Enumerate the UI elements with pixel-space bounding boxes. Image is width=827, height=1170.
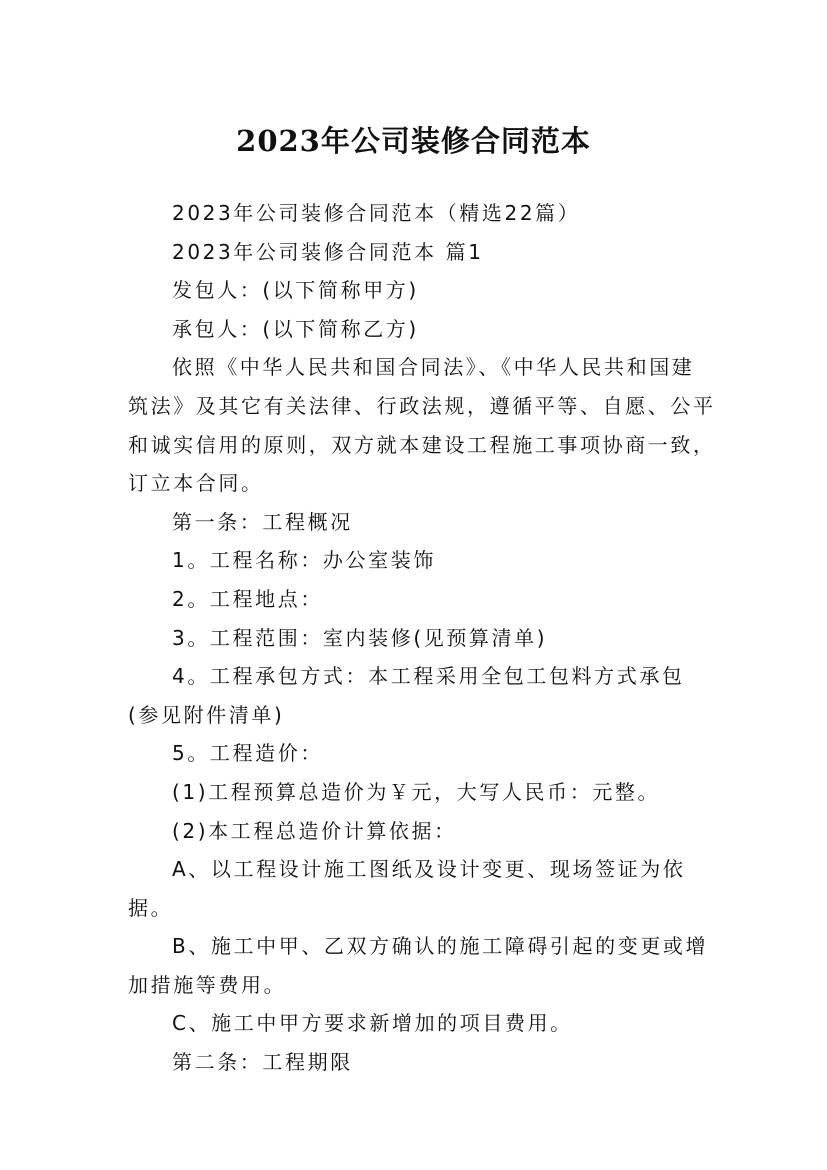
- paragraph-basis-b: B、施工中甲、乙双方确认的施工障碍引起的变更或增加措施等费用。: [128, 934, 709, 997]
- paragraph-basis-c: C、施工中甲方要求新增加的项目费用。: [172, 1011, 573, 1036]
- paragraph-contract-method: 4。工程承包方式：本工程采用全包工包料方式承包(参见附件清单): [128, 664, 685, 727]
- paragraph-article-1-heading: 第一条：工程概况: [172, 509, 353, 534]
- paragraph-project-cost: 5。工程造价：: [172, 741, 323, 766]
- paragraph-article-2-heading: 第二条：工程期限: [172, 1050, 353, 1075]
- paragraph-cost-basis: (2)本工程总造价计算依据：: [172, 818, 457, 843]
- paragraph-party-b: 承包人：(以下简称乙方): [172, 316, 419, 341]
- paragraph-preamble: 依照《中华人民共和国合同法》、《中华人民共和国建筑法》及其它有关法律、行政法规，遵循平等、自愿、公平和诚实信用的原则，双方就本建设工程施工事项协商一致，订立本合同。: [128, 355, 716, 496]
- document-title: 2023年公司装修合同范本: [236, 124, 591, 159]
- paragraph-project-scope: 3。工程范围：室内装修(见预算清单): [172, 625, 548, 650]
- paragraph-party-a: 发包人：(以下简称甲方): [172, 278, 419, 303]
- paragraph-chapter-heading: 2023年公司装修合同范本 篇1: [172, 239, 484, 264]
- paragraph-cost-total: (1)工程预算总造价为￥元，大写人民币：元整。: [172, 779, 661, 804]
- document-body: [128, 194, 716, 1082]
- paragraph-subtitle: 2023年公司装修合同范本（精选22篇）: [172, 201, 581, 225]
- paragraph-basis-a: A、以工程设计施工图纸及设计变更、现场签证为依据。: [128, 857, 686, 920]
- paragraph-project-name: 1。工程名称：办公室装饰: [172, 548, 436, 573]
- paragraph-project-location: 2。工程地点：: [172, 586, 323, 611]
